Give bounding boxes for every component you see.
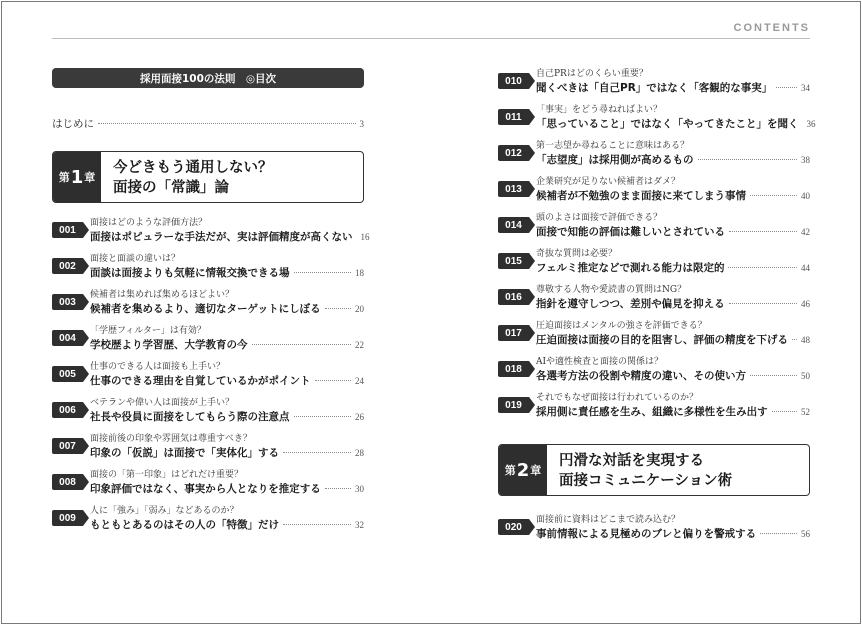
chapter-title xyxy=(547,445,732,495)
entry-question: 面接前に資料はどこまで読み込む？ xyxy=(536,515,681,525)
entry-number-tag: 009 xyxy=(52,510,83,526)
entry-line xyxy=(536,188,810,203)
toc-entry[interactable] xyxy=(498,210,810,246)
entry-line xyxy=(90,229,370,244)
dot-leader xyxy=(729,231,797,232)
entry-question: 面接と面談の違いは？ xyxy=(90,254,181,264)
entry-question: 「学歴フィルター」は有効？ xyxy=(90,326,206,336)
entry-page: 56 xyxy=(801,529,810,539)
toc-entry[interactable] xyxy=(52,359,364,395)
toc-entry[interactable] xyxy=(498,512,810,548)
entry-line xyxy=(90,409,364,424)
chapter-badge xyxy=(499,445,547,495)
entry-page: 38 xyxy=(801,155,810,165)
entry-question: AIや適性検査と面接の関係は？ xyxy=(536,357,664,367)
entry-line xyxy=(90,337,364,352)
chapter-title-line2: 面接の「常識」論 xyxy=(113,180,229,196)
entry-number-tag: 002 xyxy=(52,258,83,274)
entry-question: 自己PRはどのくらい重要？ xyxy=(536,69,648,79)
toc-entry[interactable] xyxy=(52,251,364,287)
chapter-title-line2: 面接コミュニケーション術 xyxy=(559,473,733,489)
toc-entry[interactable] xyxy=(498,390,810,426)
entry-page: 44 xyxy=(801,263,810,273)
entry-number-tag: 018 xyxy=(498,361,529,377)
chapter-suffix: 章 xyxy=(530,464,542,477)
chapter-prefix: 第 xyxy=(504,464,516,477)
entry-number-tag: 005 xyxy=(52,366,83,382)
entry-line xyxy=(536,260,810,275)
entry-number-tag: 010 xyxy=(498,73,529,89)
chapter-title xyxy=(101,152,273,202)
toc-entry[interactable] xyxy=(52,287,364,323)
toc-entry[interactable] xyxy=(52,323,364,359)
entry-line xyxy=(90,301,364,316)
dot-leader xyxy=(294,416,352,417)
toc-entry[interactable] xyxy=(498,282,810,318)
entry-number-tag: 019 xyxy=(498,397,529,413)
intro-title: はじめに xyxy=(52,118,94,130)
dot-leader xyxy=(98,123,356,124)
toc-entry[interactable] xyxy=(52,467,364,503)
entry-title: 事前情報による見極めのブレと偏りを警戒する xyxy=(536,528,757,540)
entry-number-tag: 012 xyxy=(498,145,529,161)
book-title-bar: 採用面接100の法則 ◎目次 xyxy=(52,68,364,88)
entry-line xyxy=(90,265,364,280)
contents-label: CONTENTS xyxy=(733,22,810,34)
entry-line xyxy=(90,517,364,532)
entry-page: 36 xyxy=(806,119,816,129)
entry-question: 人に「強み」「弱み」などあるのか？ xyxy=(90,506,239,516)
entry-question: 面接の「第一印象」はどれだけ重要？ xyxy=(90,470,244,480)
entry-title: 指針を遵守しつつ、差別や偏見を抑える xyxy=(536,298,725,310)
entry-question: 「事実」をどう尋ねればよい？ xyxy=(536,105,663,115)
entry-line xyxy=(536,296,810,311)
entry-number-tag: 007 xyxy=(52,438,83,454)
chapter-title-line1: 今どきもう通用しない？ xyxy=(113,160,273,176)
entry-line xyxy=(536,332,810,347)
entry-question: 企業研究が足りない候補者はダメ？ xyxy=(536,177,681,187)
entry-page: 46 xyxy=(801,299,810,309)
entry-page: 30 xyxy=(355,484,364,494)
chapter-suffix: 章 xyxy=(84,171,96,184)
toc-entry[interactable] xyxy=(52,215,370,251)
toc-intro-entry[interactable] xyxy=(52,116,364,131)
intro-page: 3 xyxy=(359,119,364,129)
right-column xyxy=(498,66,816,548)
entry-line xyxy=(536,116,816,131)
chapter-prefix: 第 xyxy=(58,171,70,184)
dot-leader xyxy=(776,87,797,88)
entry-number-tag: 013 xyxy=(498,181,529,197)
entry-title: 圧迫面接は面接の目的を阻害し、評価の精度を下げる xyxy=(536,334,788,346)
dot-leader xyxy=(283,524,351,525)
entry-page: 16 xyxy=(360,232,370,242)
chapter-2-header[interactable] xyxy=(498,444,810,496)
toc-entry[interactable] xyxy=(52,395,364,431)
chapter-badge xyxy=(53,152,101,202)
chapter-1-entries-continued xyxy=(498,66,816,426)
toc-entry[interactable] xyxy=(498,66,810,102)
dot-leader xyxy=(698,159,798,160)
entry-title: 面接はポピュラーな手法だが、実は評価精度が高くない xyxy=(90,231,353,243)
chapter-1-header[interactable] xyxy=(52,151,364,203)
dot-leader xyxy=(325,488,351,489)
entry-page: 42 xyxy=(801,227,810,237)
dot-leader xyxy=(772,411,797,412)
entry-title: 候補者が不勉強のまま面接に来てしまう事情 xyxy=(536,190,746,202)
dot-leader xyxy=(728,267,797,268)
entry-line xyxy=(536,368,810,383)
entry-title: 印象評価ではなく、事実から人となりを推定する xyxy=(90,483,321,495)
left-column xyxy=(52,68,370,539)
entry-page: 50 xyxy=(801,371,810,381)
chapter-2-entries xyxy=(498,512,810,548)
entry-question: 頭のよさは面接で評価できる？ xyxy=(536,213,663,223)
toc-entry[interactable] xyxy=(52,503,364,539)
entry-title: 学校歴より学習歴、大学教育の今 xyxy=(90,339,248,351)
entry-question: それでもなぜ面接は行われているのか？ xyxy=(536,393,699,403)
dot-leader xyxy=(750,375,797,376)
entry-question: 第一志望か尋ねることに意味はある？ xyxy=(536,141,690,151)
entry-question: 候補者は集めれば集めるほどよい？ xyxy=(90,290,235,300)
entry-page: 24 xyxy=(355,376,364,386)
entry-page: 28 xyxy=(355,448,364,458)
toc-entry[interactable] xyxy=(498,318,810,354)
toc-entry[interactable] xyxy=(498,246,810,282)
entry-page: 26 xyxy=(355,412,364,422)
dot-leader xyxy=(325,308,351,309)
entry-line xyxy=(536,526,810,541)
dot-leader xyxy=(252,344,352,345)
entry-number-tag: 004 xyxy=(52,330,83,346)
entry-page: 32 xyxy=(355,520,364,530)
entry-number-tag: 003 xyxy=(52,294,83,310)
entry-title: 「思っていること」ではなく「やってきたこと」を聞く xyxy=(536,118,799,130)
entry-question: 尊敬する人物や愛読書の質問はNG？ xyxy=(536,285,687,295)
entry-title: 各選考方法の役割や精度の違い、その使い方 xyxy=(536,370,746,382)
dot-leader xyxy=(294,272,352,273)
dot-leader xyxy=(750,195,797,196)
entry-title: もともとあるのはその人の「特徴」だけ xyxy=(90,519,279,531)
entry-title: 社長や役員に面接をしてもらう際の注意点 xyxy=(90,411,290,423)
entry-number-tag: 008 xyxy=(52,474,83,490)
entry-page: 18 xyxy=(355,268,364,278)
entry-page: 34 xyxy=(801,83,810,93)
entry-question: 面接前後の印象や雰囲気は尊重すべき？ xyxy=(90,434,252,444)
entry-page: 40 xyxy=(801,191,810,201)
entry-title: 面接で知能の評価は難しいとされている xyxy=(536,226,725,238)
entry-title: 仕事のできる理由を自覚しているかがポイント xyxy=(90,375,311,387)
entry-page: 22 xyxy=(355,340,364,350)
entry-question: 面接はどのような評価方法？ xyxy=(90,218,208,228)
toc-entry[interactable] xyxy=(498,138,810,174)
entry-page: 52 xyxy=(801,407,810,417)
entry-line xyxy=(90,373,364,388)
entry-number-tag: 014 xyxy=(498,217,529,233)
entry-line xyxy=(536,224,810,239)
toc-entry[interactable] xyxy=(498,174,810,210)
dot-leader xyxy=(283,452,351,453)
dot-leader xyxy=(729,303,797,304)
entry-page: 20 xyxy=(355,304,364,314)
dot-leader xyxy=(760,533,797,534)
entry-question: 奇抜な質問は必要？ xyxy=(536,249,618,259)
entry-number-tag: 011 xyxy=(498,109,529,125)
entry-question: 仕事のできる人は面接も上手い？ xyxy=(90,362,226,372)
entry-page: 48 xyxy=(801,335,810,345)
entry-question: ベテランや偉い人は面接が上手い？ xyxy=(90,398,235,408)
chapter-title-line1: 円滑な対話を実現する xyxy=(559,453,704,469)
dot-leader xyxy=(792,339,797,340)
entry-number-tag: 020 xyxy=(498,519,529,535)
entry-title: 印象の「仮説」は面接で「実体化」する xyxy=(90,447,279,459)
entry-title: 「志望度」は採用側が高めるもの xyxy=(536,154,694,166)
toc-entry[interactable] xyxy=(498,354,810,390)
chapter-1-entries xyxy=(52,215,370,539)
toc-entry[interactable] xyxy=(52,431,364,467)
entry-number-tag: 017 xyxy=(498,325,529,341)
entry-line xyxy=(536,404,810,419)
entry-question: 圧迫面接はメンタルの強さを評価できる？ xyxy=(536,321,707,331)
entry-number-tag: 006 xyxy=(52,402,83,418)
entry-number-tag: 001 xyxy=(52,222,83,238)
entry-title: 面談は面接よりも気軽に情報交換できる場 xyxy=(90,267,290,279)
toc-entry[interactable] xyxy=(498,102,816,138)
entry-line xyxy=(90,445,364,460)
entry-number-tag: 016 xyxy=(498,289,529,305)
chapter-number: 2 xyxy=(516,459,530,481)
chapter-number: 1 xyxy=(70,166,84,188)
entry-line xyxy=(536,152,810,167)
entry-title: 候補者を集めるより、適切なターゲットにしぼる xyxy=(90,303,321,315)
dot-leader xyxy=(315,380,352,381)
header-rule xyxy=(52,38,810,39)
entry-line xyxy=(536,80,810,95)
entry-number-tag: 015 xyxy=(498,253,529,269)
entry-title: フェルミ推定などで測れる能力は限定的 xyxy=(536,262,725,274)
entry-title: 聞くべきは「自己PR」ではなく「客観的な事実」 xyxy=(536,82,773,94)
entry-line xyxy=(90,481,364,496)
entry-title: 採用側に責任感を生み、組織に多様性を生み出す xyxy=(536,406,768,418)
